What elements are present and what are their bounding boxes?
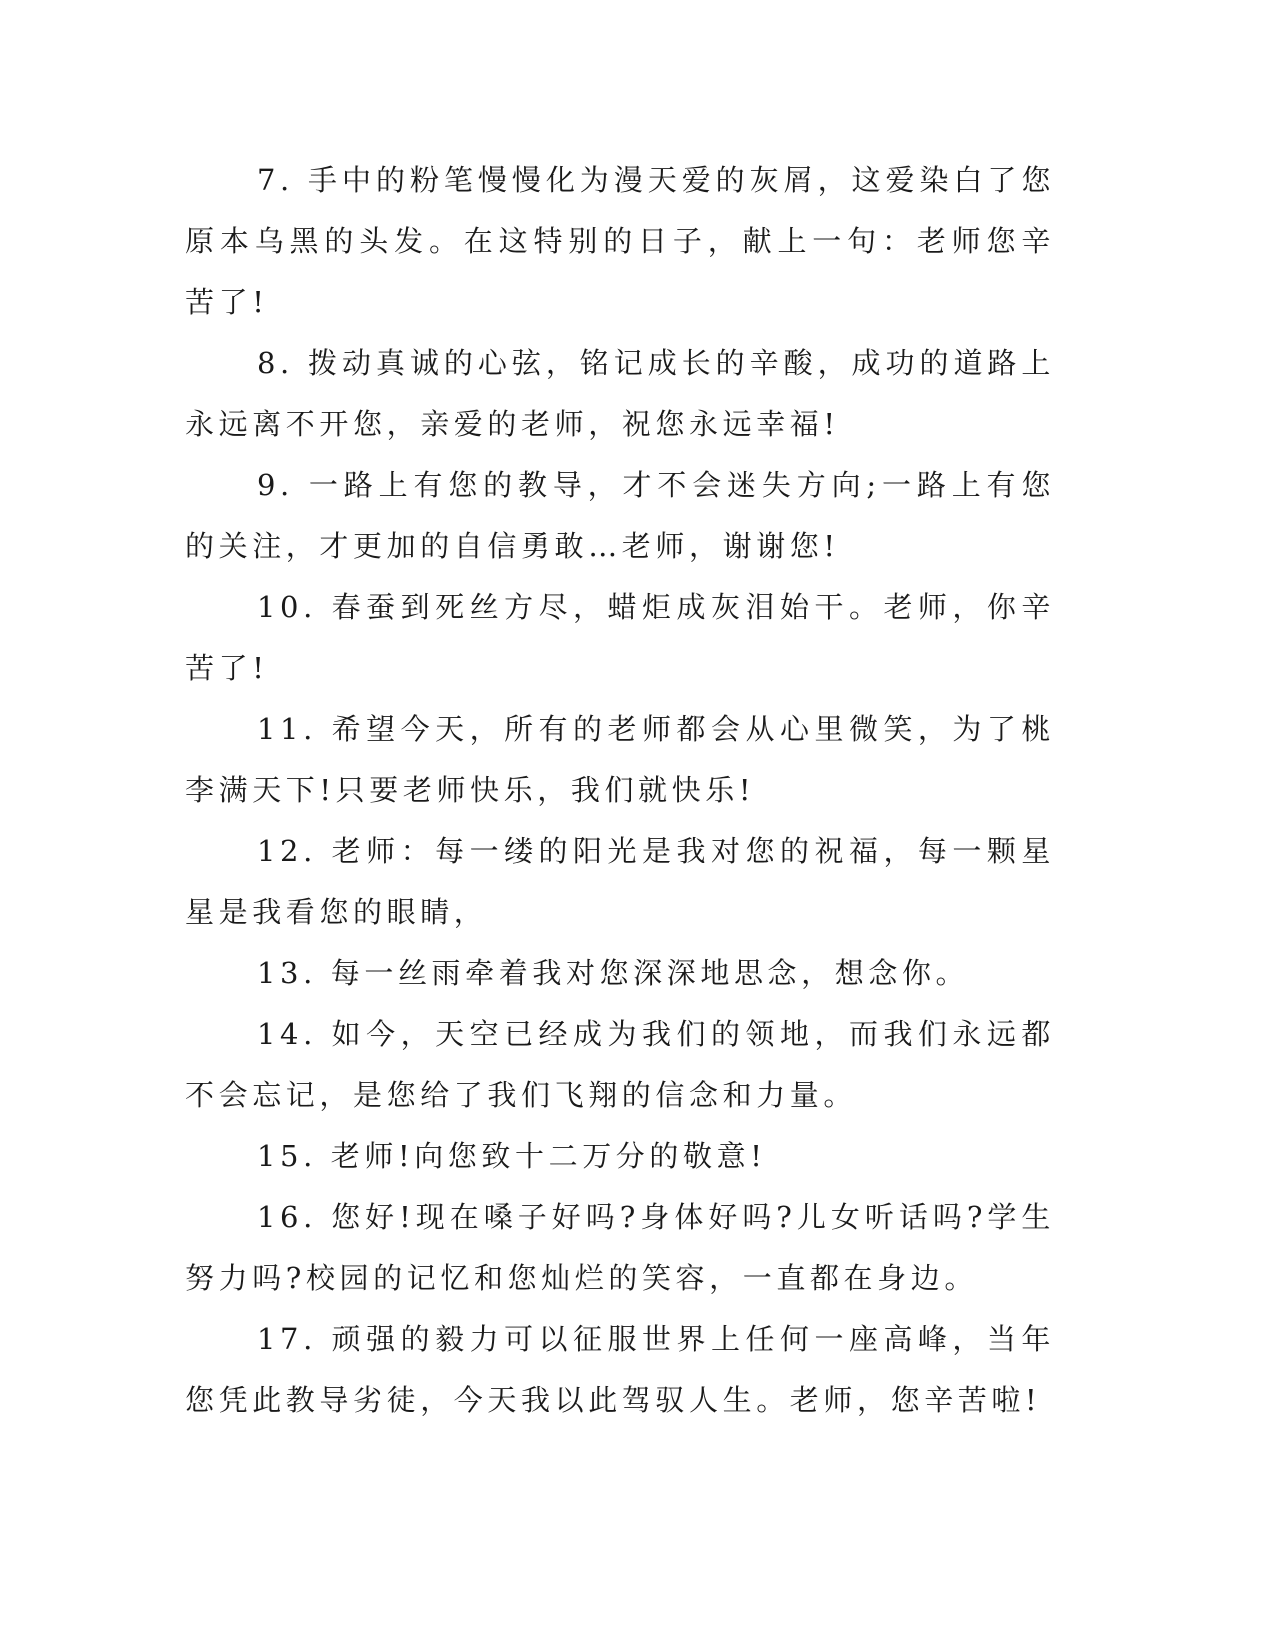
paragraph-16: 16. 您好!现在嗓子好吗?身体好吗?儿女听话吗?学生努力吗?校园的记忆和您灿烂的笑容，一直都在身边。 bbox=[185, 1200, 1055, 1295]
paragraph-10: 10. 春蚕到死丝方尽，蜡炬成灰泪始干。老师，你辛苦了! bbox=[185, 590, 1055, 685]
paragraph-17: 17. 顽强的毅力可以征服世界上任何一座高峰，当年您凭此教导劣徒，今天我以此驾驭人生。老师，您辛苦啦! bbox=[185, 1322, 1055, 1417]
paragraph-12: 12. 老师：每一缕的阳光是我对您的祝福，每一颗星星是我看您的眼睛， bbox=[185, 834, 1055, 929]
paragraph-11: 11. 希望今天，所有的老师都会从心里微笑，为了桃李满天下!只要老师快乐，我们就快乐! bbox=[185, 712, 1055, 807]
paragraph-7: 7. 手中的粉笔慢慢化为漫天爱的灰屑，这爱染白了您原本乌黑的头发。在这特别的日子，献上一句：老师您辛苦了! bbox=[185, 163, 1055, 319]
paragraph-8: 8. 拨动真诚的心弦，铭记成长的辛酸，成功的道路上永远离不开您，亲爱的老师，祝您永远幸福! bbox=[185, 346, 1055, 441]
paragraph-13: 13. 每一丝雨牵着我对您深深地思念，想念你。 bbox=[257, 956, 970, 990]
paragraph-14: 14. 如今，天空已经成为我们的领地，而我们永远都不会忘记，是您给了我们飞翔的信念和力量。 bbox=[185, 1017, 1055, 1112]
paragraph-9: 9. 一路上有您的教导，才不会迷失方向;一路上有您的关注，才更加的自信勇敢…老师，谢谢您! bbox=[185, 468, 1055, 563]
paragraph-15: 15. 老师!向您致十二万分的敬意! bbox=[257, 1139, 767, 1173]
document-body bbox=[185, 150, 1055, 1431]
